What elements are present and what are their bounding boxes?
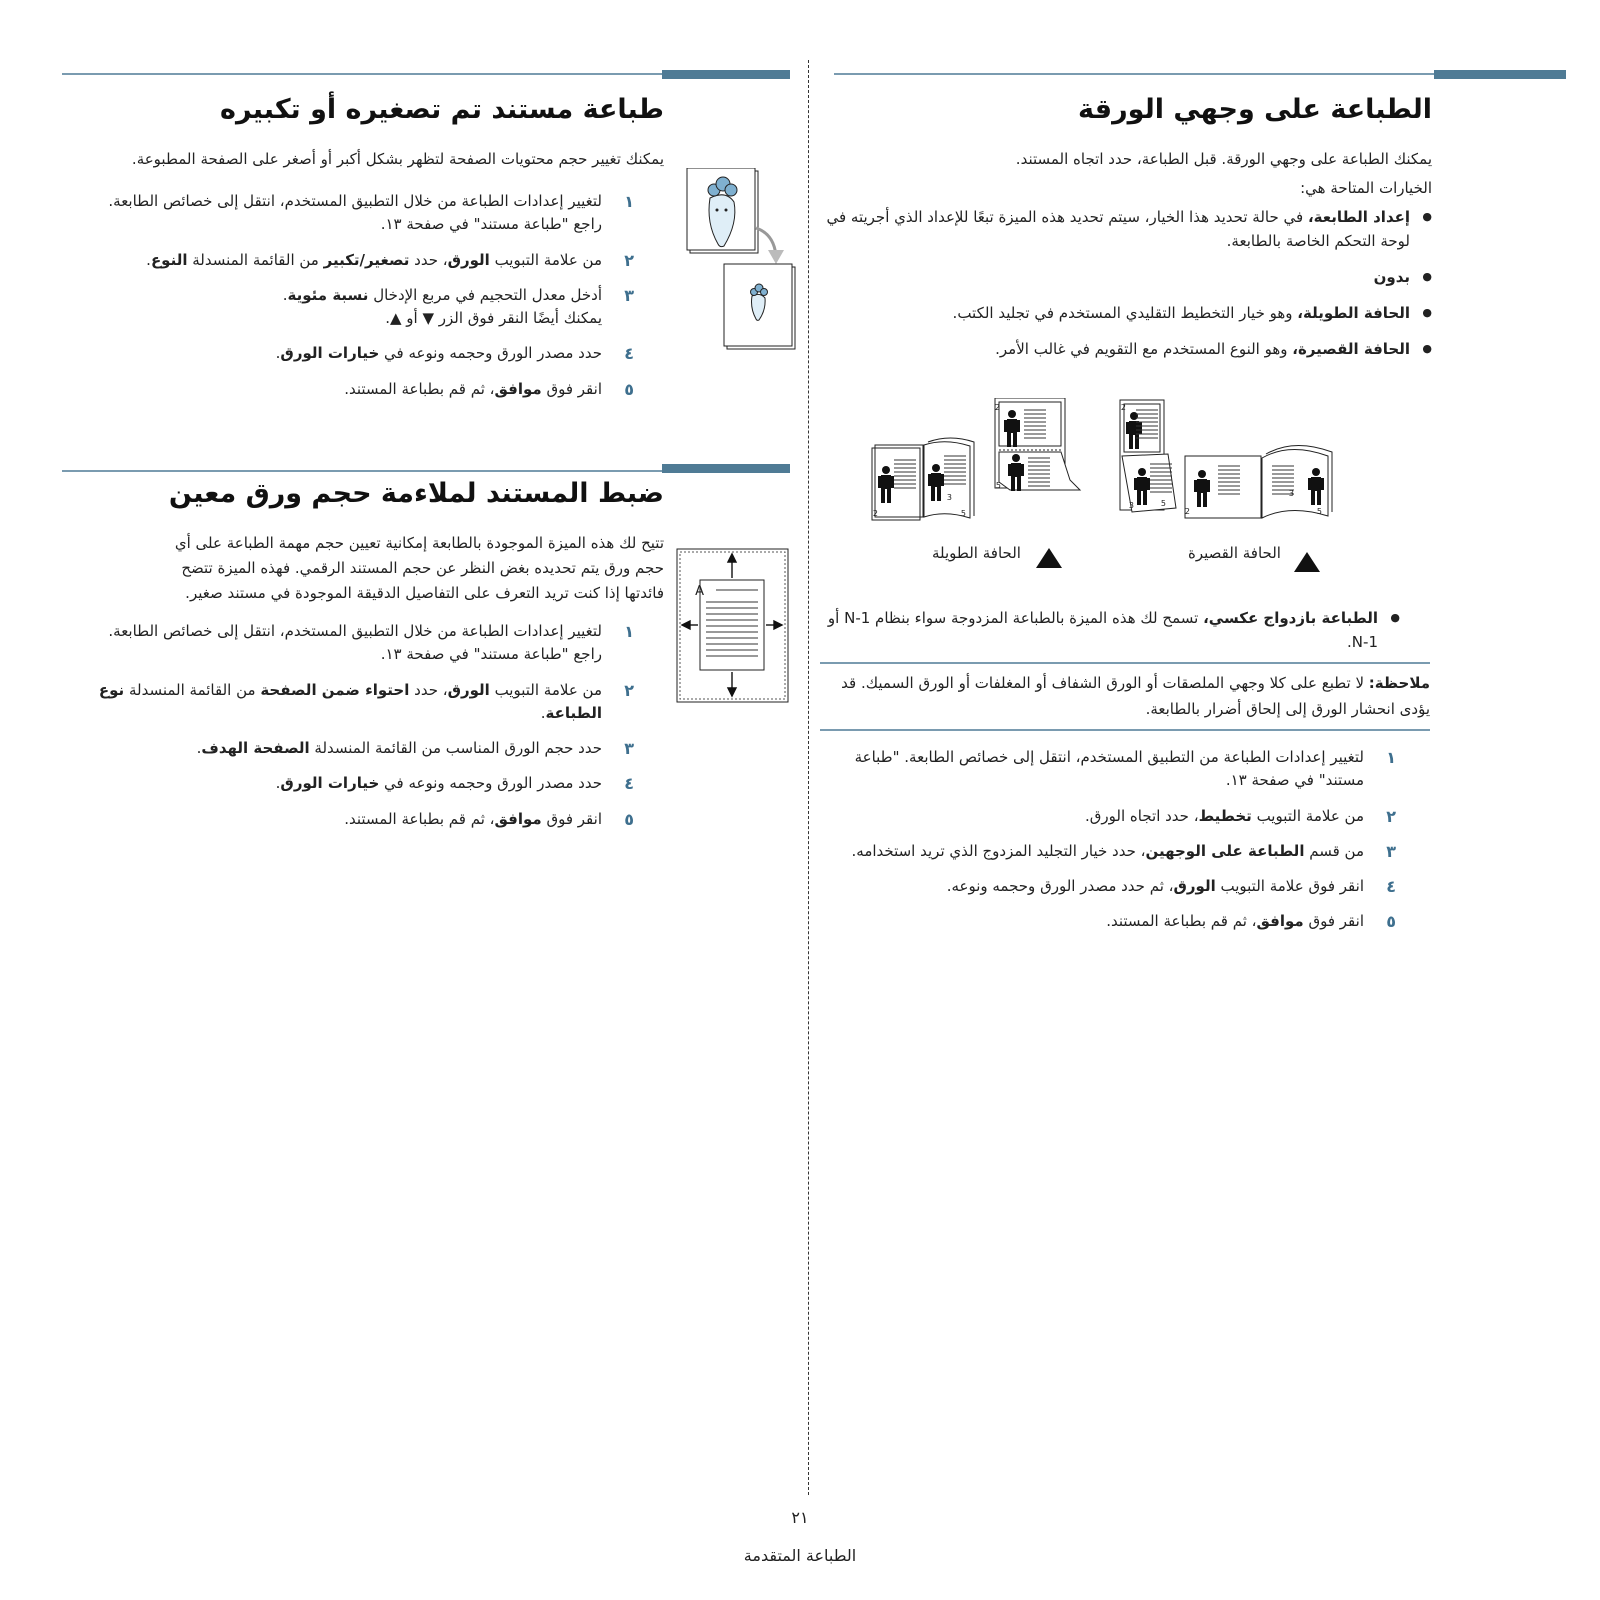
svg-text:5: 5 xyxy=(960,509,966,518)
svg-text:2: 2 xyxy=(872,509,878,518)
duplex-note xyxy=(820,662,1430,731)
step-item: ١ لتغيير إعدادات الطباعة من خلال التطبيق المستخدم، انتقل إلى خصائص الطابعة. راجع "طباعة مستند" في صفحة ١٣. xyxy=(108,622,634,664)
duplex-options-list xyxy=(826,205,1432,361)
note-text: لا تطبع على كلا وجهي الملصقات أو الورق الشفاف أو المغلفات أو الورق السميك. قد يؤدى انحشار الورق إلى إلحاق أضرار بالطابعة. xyxy=(841,674,1430,719)
step-item: ٢ من علامة التبويب تخطيط، حدد اتجاه الورق. xyxy=(1085,806,1396,826)
step-item: ١ لتغيير إعدادات الطباعة من التطبيق المستخدم، انتقل إلى خصائص الطابعة. "طباعة مستند" في صفحة ١٣. xyxy=(854,748,1396,790)
reverse-duplex-block xyxy=(826,606,1400,666)
list-item: ● الحافة الطويلة، وهو خيار التخطيط التقليدي المستخدم في تجليد الكتب. xyxy=(826,301,1432,325)
step-item: ٢ من علامة التبويب الورق، حدد احتواء ضمن الصفحة من القائمة المنسدلة نوع الطباعة. xyxy=(98,680,634,722)
long-edge-marker-icon xyxy=(1036,548,1062,568)
step-item: ٣ من قسم الطباعة على الوجهين، حدد خيار التجليد المزدوج الذي تريد استخدامه. xyxy=(851,841,1396,861)
scaling-illustration xyxy=(686,168,796,352)
step-item: ٤ حدد مصدر الورق وحجمه ونوعه في خيارات الورق. xyxy=(275,774,634,794)
svg-text:3: 3 xyxy=(1288,489,1294,498)
duplex-intro: يمكنك الطباعة على وجهي الورقة. قبل الطباعة، حدد اتجاه المستند. xyxy=(1015,150,1432,169)
svg-text:A: A xyxy=(695,584,704,599)
svg-text:5: 5 xyxy=(1316,507,1322,516)
long-edge-booklet xyxy=(872,438,974,520)
note-label: ملاحظة: xyxy=(1368,674,1430,692)
page-number: ٢١ xyxy=(791,1508,809,1527)
fit-to-page-illustration xyxy=(676,548,790,704)
duplex-options-label: الخيارات المتاحة هي: xyxy=(1300,178,1432,197)
left-top-title-rule-accent xyxy=(662,70,790,79)
scaling-steps xyxy=(80,190,636,413)
scaling-title: طباعة مستند تم تصغيره أو تكبيره xyxy=(220,94,664,125)
svg-text:2: 2 xyxy=(1120,403,1126,412)
step-item: ٥ انقر فوق موافق، ثم قم بطباعة المستند. xyxy=(344,379,634,399)
left-bottom-title-rule-accent xyxy=(662,464,790,473)
step-item: ٤ انقر فوق علامة التبويب الورق، ثم حدد مصدر الورق وحجمه ونوعه. xyxy=(946,877,1396,896)
svg-text:2: 2 xyxy=(994,403,1000,412)
duplex-steps xyxy=(826,746,1398,946)
footer-section-title: الطباعة المتقدمة xyxy=(743,1546,857,1565)
short-edge-marker-icon xyxy=(1294,552,1320,572)
step-item: ٥ انقر فوق موافق، ثم قم بطباعة المستند. xyxy=(1106,912,1396,932)
duplex-section xyxy=(826,92,1432,373)
fit-to-page-intro: تتيح لك هذه الميزة الموجودة بالطابعة إمكانية تعيين حجم مهمة الطباعة على أي حجم ورق يتم تحديده بغض النظر عن حجم المستند الرقمي. فهذه الميزة تتضح فائدتها إذا كنت تريد التعرف على التفاصيل الدقيقة الموجودة في مستند صغير. xyxy=(174,534,664,602)
step-item: ٤ حدد مصدر الورق وحجمه ونوعه في خيارات الورق. xyxy=(275,344,634,364)
svg-text:5: 5 xyxy=(1160,499,1166,508)
reverse-duplex-list xyxy=(826,606,1400,654)
scaling-section xyxy=(80,92,664,172)
svg-text:3: 3 xyxy=(1128,501,1134,510)
column-divider xyxy=(808,60,809,1495)
list-item: ● الطباعة بازدواج عكسي، تسمح لك هذه الميزة بالطباعة المزدوجة سواء بنظام N-1 أو 1-N. xyxy=(826,606,1400,654)
step-item: ١ لتغيير إعدادات الطباعة من خلال التطبيق المستخدم، انتقل إلى خصائص الطابعة. راجع "طباعة مستند" في صفحة ١٣. xyxy=(108,192,634,234)
list-item: ● الحافة القصيرة، وهو النوع المستخدم مع التقويم في غالب الأمر. xyxy=(826,337,1432,361)
right-title-rule-accent xyxy=(1434,70,1566,79)
short-edge-label: الحافة القصيرة xyxy=(1188,544,1281,562)
list-item: ● إعداد الطابعة، في حالة تحديد هذا الخيار، سيتم تحديد هذه الميزة تبعًا للإعداد الذي أجريته في لوحة التحكم الخاصة بالطابعة. xyxy=(826,205,1432,253)
binding-illustration xyxy=(870,398,1370,526)
short-edge-flip xyxy=(1120,400,1176,512)
list-item: ● بدون xyxy=(826,265,1432,289)
step-item: ٣ حدد حجم الورق المناسب من القائمة المنسدلة الصفحة الهدف. xyxy=(196,739,634,758)
fit-to-page-steps xyxy=(80,620,636,843)
long-edge-label: الحافة الطويلة xyxy=(932,544,1021,562)
svg-text:3: 3 xyxy=(946,493,952,502)
long-edge-flip xyxy=(995,398,1080,491)
svg-text:5: 5 xyxy=(995,481,1001,490)
fit-to-page-section xyxy=(62,476,664,605)
step-item: ٢ من علامة التبويب الورق، حدد تصغير/تكبير من القائمة المنسدلة النوع. xyxy=(146,250,634,270)
duplex-title: الطباعة على وجهي الورقة xyxy=(1078,94,1432,125)
short-edge-booklet xyxy=(1185,445,1332,518)
svg-text:2: 2 xyxy=(1184,507,1190,516)
scaling-intro: يمكنك تغيير حجم محتويات الصفحة لتظهر بشكل أكبر أو أصغر على الصفحة المطبوعة. xyxy=(131,150,664,169)
step-item: ٣ أدخل معدل التحجيم في مربع الإدخال نسبة مئوية. يمكنك أيضًا النقر فوق الزر ▼ أو ▲. xyxy=(282,285,634,327)
step-item: ٥ انقر فوق موافق، ثم قم بطباعة المستند. xyxy=(344,809,634,829)
fit-to-page-title: ضبط المستند لملاءمة حجم ورق معين xyxy=(168,478,664,509)
